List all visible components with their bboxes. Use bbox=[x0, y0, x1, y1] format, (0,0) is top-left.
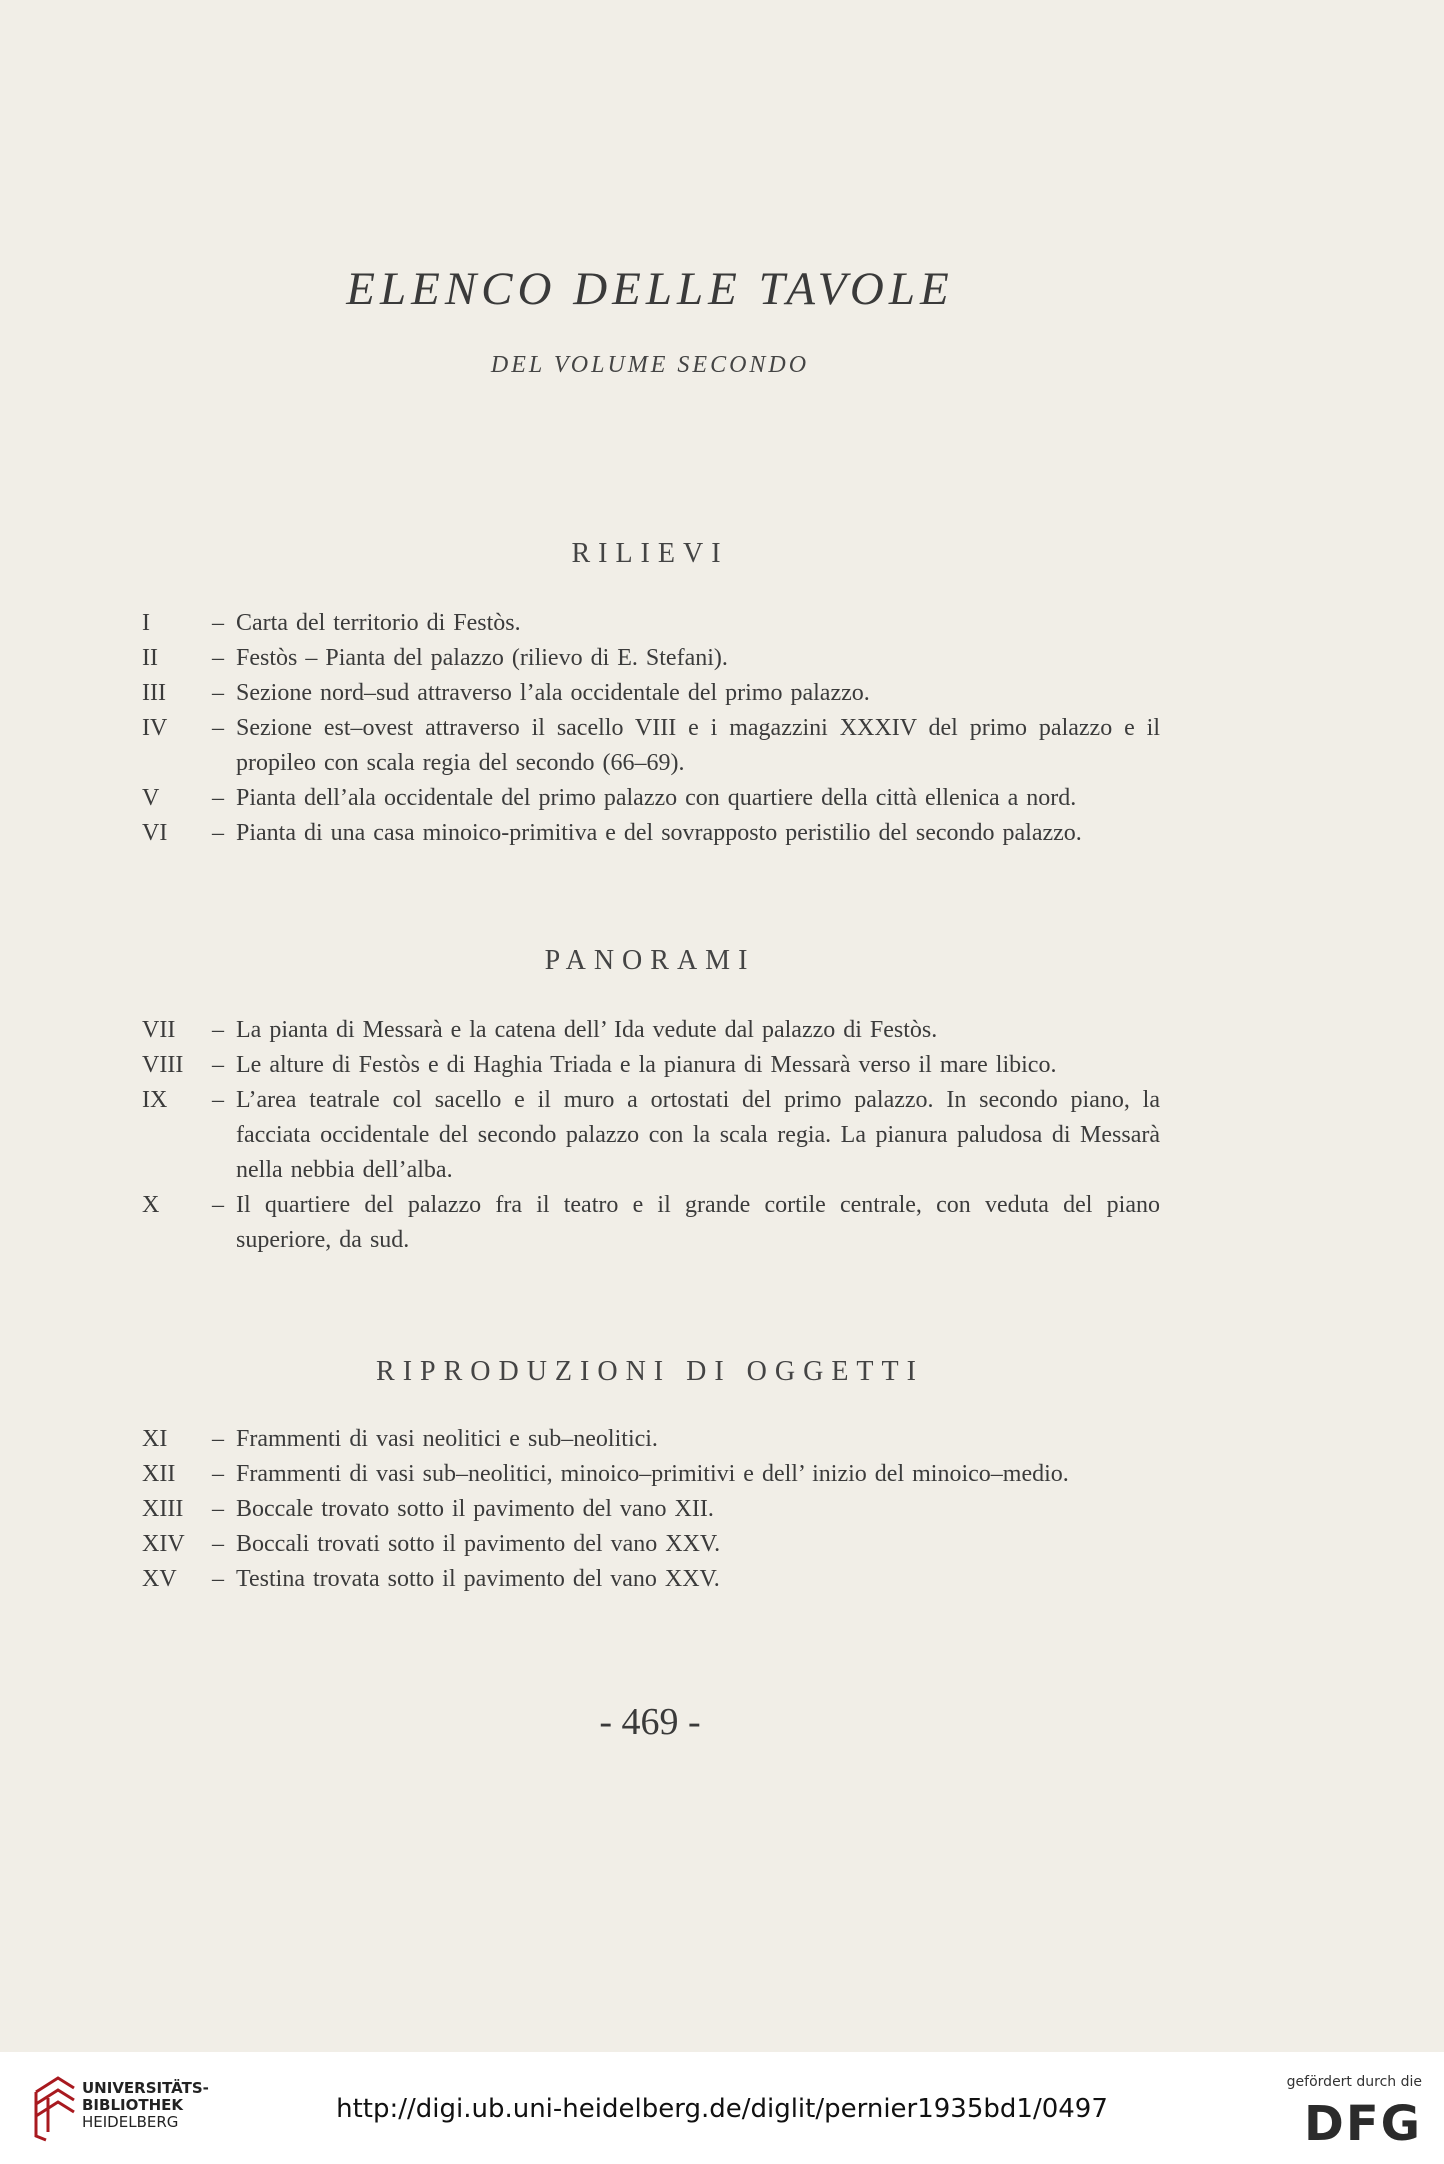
plate-number: XI bbox=[142, 1426, 168, 1452]
plate-number: XII bbox=[142, 1461, 176, 1487]
plate-number: I bbox=[142, 610, 150, 636]
plate-description: Le alture di Festòs e di Haghia Triada e la pianura di Messarà verso il mare libico. bbox=[236, 1052, 1057, 1078]
plate-description: Pianta dell’ala occidentale del primo palazzo con quartiere della città ellenica a nord. bbox=[236, 785, 1077, 811]
entry-dash: – bbox=[212, 1566, 224, 1592]
list-item bbox=[0, 781, 1444, 816]
plate-number: II bbox=[142, 645, 158, 671]
list-item bbox=[0, 816, 1444, 851]
plate-description: Frammenti di vasi neolitici e sub–neolitici. bbox=[236, 1426, 658, 1452]
section-heading-panorami: PANORAMI bbox=[544, 945, 756, 976]
plate-number: IV bbox=[142, 715, 168, 741]
list-item bbox=[0, 1188, 1444, 1258]
plate-number: X bbox=[142, 1192, 160, 1218]
dfg-logo: DFG bbox=[1303, 2096, 1422, 2152]
entry-dash: – bbox=[212, 1052, 224, 1078]
plate-number: VI bbox=[142, 820, 168, 846]
entry-dash: – bbox=[212, 610, 224, 636]
page-subtitle: DEL VOLUME SECONDO bbox=[490, 352, 810, 378]
entry-dash: – bbox=[212, 1087, 224, 1113]
plate-description: Festòs – Pianta del palazzo (rilievo di E. Stefani). bbox=[236, 645, 728, 671]
plate-description: Frammenti di vasi sub–neolitici, minoico–primitivi e dell’ inizio del minoico–medio. bbox=[236, 1461, 1069, 1487]
list-item bbox=[0, 1422, 1444, 1457]
list-item bbox=[0, 1048, 1444, 1083]
plate-description: Testina trovata sotto il pavimento del vano XXV. bbox=[236, 1566, 720, 1592]
library-name-line2: BIBLIOTHEK bbox=[82, 2096, 183, 2114]
plate-description: Sezione nord–sud attraverso l’ala occidentale del primo palazzo. bbox=[236, 680, 870, 706]
entry-dash: – bbox=[212, 785, 224, 811]
plate-description: La pianta di Messarà e la catena dell’ Ida vedute dal palazzo di Festòs. bbox=[236, 1017, 938, 1043]
plate-number: XIV bbox=[142, 1531, 185, 1557]
list-item bbox=[0, 711, 1444, 781]
plate-number: VII bbox=[142, 1017, 176, 1043]
list-item bbox=[0, 1083, 1444, 1188]
entries-panorami bbox=[0, 1013, 1444, 1258]
plate-description: Boccali trovati sotto il pavimento del vano XXV. bbox=[236, 1531, 721, 1557]
footer-bar bbox=[0, 2052, 1444, 2164]
plate-description: Boccale trovato sotto il pavimento del vano XII. bbox=[236, 1496, 714, 1522]
list-item bbox=[0, 676, 1444, 711]
entry-dash: – bbox=[212, 1426, 224, 1452]
entry-dash: – bbox=[212, 820, 224, 846]
list-item bbox=[0, 1562, 1444, 1597]
page-title: ELENCO DELLE TAVOLE bbox=[346, 263, 954, 315]
plate-description: Carta del territorio di Festòs. bbox=[236, 610, 521, 636]
entry-dash: – bbox=[212, 1496, 224, 1522]
library-name-line1: UNIVERSITÄTS- bbox=[82, 2079, 209, 2097]
list-item bbox=[0, 1457, 1444, 1492]
plate-description: L’area teatrale col sacello e il muro a ortostati del primo palazzo. In secondo piano, la facciata occidentale del secondo palazzo con la scala regia. La pianura paludosa di Messarà nella nebbia dell’alba. bbox=[236, 1087, 1160, 1183]
entry-dash: – bbox=[212, 715, 224, 741]
plate-description: Pianta di una casa minoico-primitiva e del sovrapposto peristilio del secondo palazzo. bbox=[236, 820, 1082, 846]
plate-description: Il quartiere del palazzo fra il teatro e il grande cortile centrale, con veduta del piano superiore, da sud. bbox=[236, 1192, 1160, 1253]
list-item bbox=[0, 606, 1444, 641]
plate-number: III bbox=[142, 680, 166, 706]
entry-dash: – bbox=[212, 1192, 224, 1218]
entry-dash: – bbox=[212, 1531, 224, 1557]
list-item bbox=[0, 1527, 1444, 1562]
funder-text: gefördert durch die bbox=[1286, 2074, 1422, 2090]
list-item bbox=[0, 641, 1444, 676]
library-name-line3: HEIDELBERG bbox=[82, 2113, 179, 2131]
page-number: - 469 - bbox=[599, 1701, 701, 1743]
plate-number: XV bbox=[142, 1566, 177, 1592]
entry-dash: – bbox=[212, 680, 224, 706]
source-url-link[interactable]: http://digi.ub.uni-heidelberg.de/diglit/pernier1935bd1/0497 bbox=[336, 2094, 1108, 2124]
plate-number: IX bbox=[142, 1087, 168, 1113]
entry-dash: – bbox=[212, 1461, 224, 1487]
plate-number: XIII bbox=[142, 1496, 184, 1522]
entry-dash: – bbox=[212, 645, 224, 671]
list-item bbox=[0, 1013, 1444, 1048]
section-heading-rilievi: RILIEVI bbox=[571, 538, 729, 569]
plate-number: V bbox=[142, 785, 160, 811]
entry-dash: – bbox=[212, 1017, 224, 1043]
entries-rilievi bbox=[0, 606, 1444, 851]
section-heading-riproduzioni: RIPRODUZIONI DI OGGETTI bbox=[376, 1356, 924, 1387]
plate-number: VIII bbox=[142, 1052, 184, 1078]
entries-riproduzioni bbox=[0, 1422, 1444, 1597]
list-item bbox=[0, 1492, 1444, 1527]
plate-description: Sezione est–ovest attraverso il sacello VIII e i magazzini XXXIV del primo palazzo e il propileo con scala regia del secondo (66–69). bbox=[236, 715, 1160, 776]
